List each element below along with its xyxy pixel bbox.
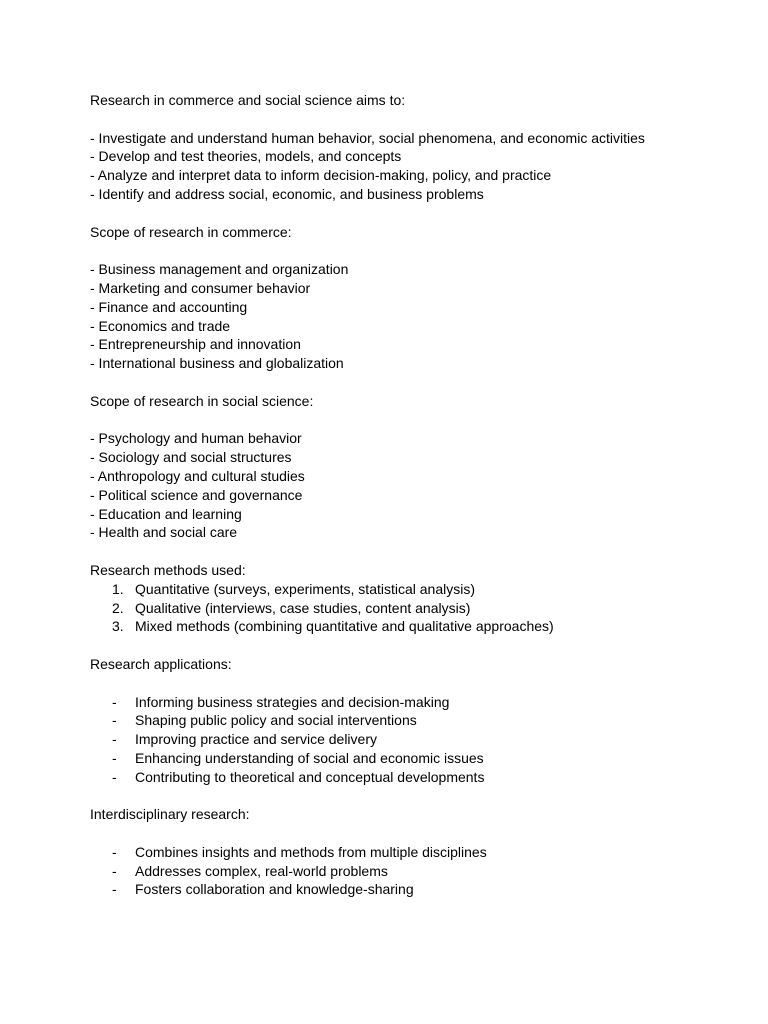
applications-list-item: [90, 730, 730, 749]
commerce-scope-item: - Business management and organization: [90, 261, 349, 278]
list-dash: -: [112, 712, 117, 729]
commerce-scope-item: - Economics and trade: [90, 317, 231, 334]
methods-list-item: [90, 599, 730, 618]
spacer: [90, 204, 730, 223]
list-dash: -: [112, 843, 117, 860]
list-item-text: Contributing to theoretical and conceptual developments: [135, 768, 485, 785]
social-scope-item: - Psychology and human behavior: [90, 430, 302, 447]
list-item-text: Qualitative (interviews, case studies, content analysis): [135, 599, 471, 616]
list-number: 2.: [112, 599, 124, 616]
spacer: [90, 824, 730, 843]
applications-list-item: [90, 768, 730, 787]
aims-heading: Research in commerce and social science aims to:: [90, 92, 406, 108]
document-page: [90, 91, 730, 899]
list-item-text: Combines insights and methods from multiple disciplines: [135, 843, 487, 860]
methods-list-item: [90, 580, 730, 599]
list-item-text: Informing business strategies and decision-making: [135, 693, 450, 710]
spacer: [90, 110, 730, 129]
social-scope-heading: Scope of research in social science:: [90, 392, 314, 409]
spacer: [90, 542, 730, 561]
applications-list-item: [90, 711, 730, 730]
list-item-text: Mixed methods (combining quantitative and qualitative approaches): [135, 618, 554, 635]
list-item-text: Fosters collaboration and knowledge-sharing: [135, 881, 414, 898]
social-scope-item: - Sociology and social structures: [90, 449, 292, 466]
interdisciplinary-list-item: [90, 843, 730, 862]
commerce-scope-item: - Finance and accounting: [90, 298, 248, 315]
aims-item: - Identify and address social, economic, and business problems: [90, 185, 484, 202]
list-number: 3.: [112, 618, 124, 635]
list-item-text: Addresses complex, real-world problems: [135, 862, 388, 879]
list-number: 1.: [112, 580, 124, 597]
spacer: [90, 636, 730, 655]
spacer: [90, 411, 730, 430]
list-dash: -: [112, 768, 117, 785]
list-dash: -: [112, 881, 117, 898]
spacer: [90, 241, 730, 260]
aims-item: - Investigate and understand human behavior, social phenomena, and economic activities: [90, 129, 645, 146]
methods-heading: Research methods used:: [90, 561, 246, 578]
list-item-text: Enhancing understanding of social and economic issues: [135, 749, 484, 766]
applications-list-item: [90, 749, 730, 768]
commerce-scope-item: - Marketing and consumer behavior: [90, 279, 311, 296]
social-scope-item: - Political science and governance: [90, 486, 303, 503]
commerce-scope-heading: Scope of research in commerce:: [90, 223, 292, 240]
list-dash: -: [112, 862, 117, 879]
interdisciplinary-heading: Interdisciplinary research:: [90, 806, 250, 823]
list-dash: -: [112, 693, 117, 710]
spacer: [90, 373, 730, 392]
aims-item: - Develop and test theories, models, and concepts: [90, 148, 402, 165]
social-scope-item: - Health and social care: [90, 524, 238, 541]
aims-item: - Analyze and interpret data to inform decision-making, policy, and practice: [90, 167, 552, 184]
interdisciplinary-list-item: [90, 880, 730, 899]
interdisciplinary-list-item: [90, 862, 730, 881]
list-dash: -: [112, 749, 117, 766]
social-scope-item: - Education and learning: [90, 505, 242, 522]
spacer: [90, 786, 730, 805]
list-item-text: Shaping public policy and social interventions: [135, 712, 417, 729]
list-item-text: Improving practice and service delivery: [135, 731, 377, 748]
list-item-text: Quantitative (surveys, experiments, statistical analysis): [135, 580, 476, 597]
social-scope-item: - Anthropology and cultural studies: [90, 467, 305, 484]
commerce-scope-item: - Entrepreneurship and innovation: [90, 336, 301, 353]
list-dash: -: [112, 731, 117, 748]
applications-heading: Research applications:: [90, 655, 232, 672]
commerce-scope-item: - International business and globalization: [90, 355, 344, 372]
spacer: [90, 674, 730, 693]
methods-list-item: [90, 617, 730, 636]
applications-list-item: [90, 693, 730, 712]
